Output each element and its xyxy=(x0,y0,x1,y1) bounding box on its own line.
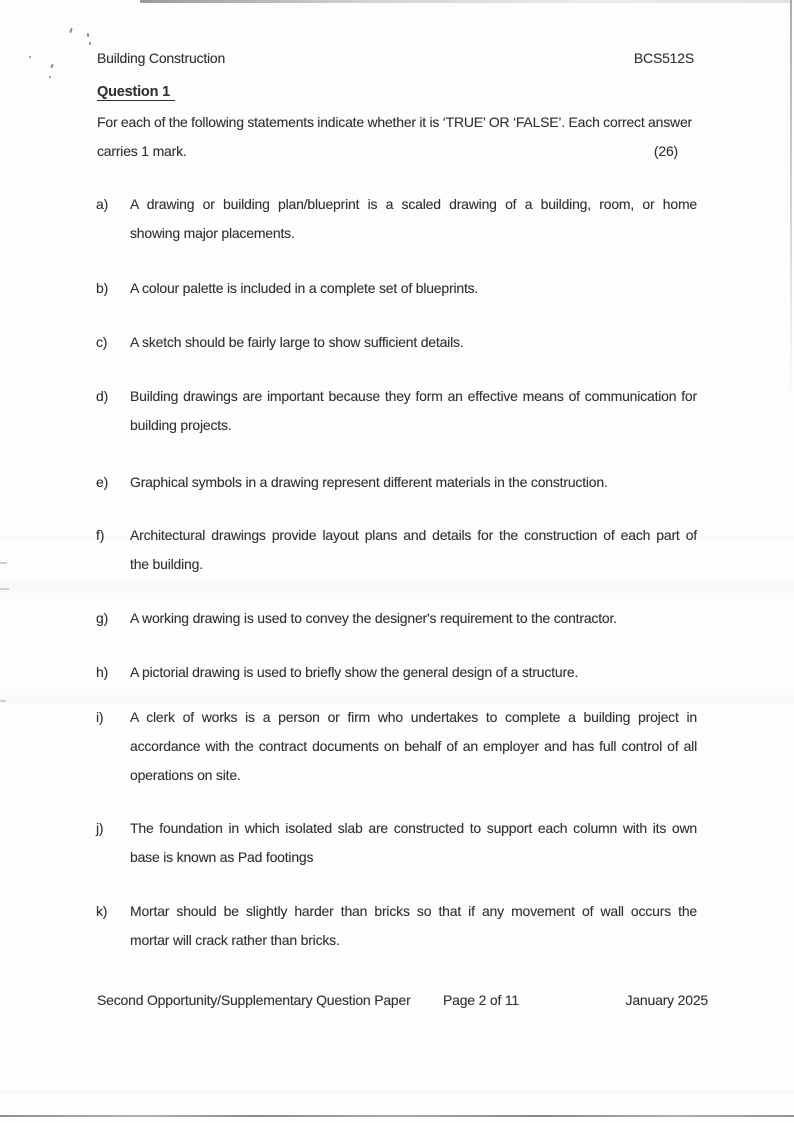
scan-edge-top xyxy=(140,0,790,3)
course-code: BCS512S xyxy=(633,50,694,66)
scan-speck xyxy=(29,56,31,58)
item-line: A sketch should be fairly large to show sufficient details. xyxy=(130,334,464,350)
scan-streak xyxy=(0,580,794,593)
page-footer xyxy=(97,991,708,1011)
item-line: accordance with the contract documents on behalf of an employer and has full control of all xyxy=(130,738,697,754)
item-line: A working drawing is used to convey the designer's requirement to the contractor. xyxy=(130,610,617,626)
item-line: showing major placements. xyxy=(130,225,295,241)
item-label: j) xyxy=(96,820,104,836)
question-title xyxy=(97,84,175,101)
page-header xyxy=(97,49,694,67)
item-line: Architectural drawings provide layout plans and details for the construction of each part of xyxy=(130,527,697,543)
item-line: A pictorial drawing is used to briefly show the general design of a structure. xyxy=(130,664,579,680)
scan-streak xyxy=(0,695,794,703)
item-line: base is known as Pad footings xyxy=(130,849,314,865)
question-item xyxy=(96,703,697,790)
question-item xyxy=(96,328,697,357)
item-label: f) xyxy=(96,527,105,543)
question-item xyxy=(96,468,697,497)
scan-speck xyxy=(69,28,72,33)
question-item xyxy=(96,658,697,687)
question-item xyxy=(96,897,697,955)
item-line: Mortar should be slightly harder than bricks so that if any movement of wall occurs the xyxy=(130,903,697,919)
item-label: b) xyxy=(96,280,109,296)
question-item xyxy=(96,190,697,248)
item-label: k) xyxy=(96,903,108,919)
footer-paper-name: Second Opportunity/Supplementary Question Paper xyxy=(97,992,411,1008)
item-line: Building drawings are important because they form an effective means of communication for xyxy=(130,388,697,404)
scan-speck xyxy=(49,76,51,78)
item-line: operations on site. xyxy=(130,767,241,783)
question-item xyxy=(96,814,697,872)
question-item xyxy=(96,382,697,440)
item-label: c) xyxy=(96,334,108,350)
item-label: i) xyxy=(96,709,104,725)
scan-speck xyxy=(87,33,90,37)
scan-speck xyxy=(50,64,54,68)
item-line: A clerk of works is a person or firm who undertakes to complete a building project in xyxy=(130,709,697,725)
course-title: Building Construction xyxy=(97,50,226,66)
item-line: A drawing or building plan/blueprint is a scaled drawing of a building, room, or home xyxy=(130,196,697,212)
item-label: a) xyxy=(96,196,109,212)
question-item xyxy=(96,274,697,303)
question-intro xyxy=(97,108,692,166)
intro-line: For each of the following statements indicate whether it is ‘TRUE’ OR ‘FALSE’. Each correct answer xyxy=(97,114,692,130)
item-label: d) xyxy=(96,388,109,404)
question-item xyxy=(96,604,697,633)
scan-speck xyxy=(89,42,91,45)
question-title-text: Question 1 xyxy=(97,84,175,101)
item-line: A colour palette is included in a complete set of blueprints. xyxy=(130,280,479,296)
scan-streak xyxy=(0,1090,794,1094)
item-label: e) xyxy=(96,474,109,490)
scan-tick xyxy=(0,562,7,564)
item-line: building projects. xyxy=(130,417,232,433)
marks-allocation: (26) xyxy=(653,143,678,159)
footer-page-number: Page 2 of 11 xyxy=(443,992,519,1008)
item-line: Graphical symbols in a drawing represent different materials in the construction. xyxy=(130,474,608,490)
item-label: g) xyxy=(96,610,109,626)
question-item xyxy=(96,521,697,579)
intro-line: carries 1 mark. xyxy=(97,143,187,159)
item-line: The foundation in which isolated slab are constructed to support each column with its own xyxy=(130,820,697,836)
scan-edge-right xyxy=(790,0,792,400)
item-label: h) xyxy=(96,664,109,680)
footer-date: January 2025 xyxy=(625,992,708,1008)
item-line: mortar will crack rather than bricks. xyxy=(130,932,340,948)
scan-tick xyxy=(0,588,9,590)
scan-tick xyxy=(0,700,6,702)
scan-edge-bottom xyxy=(0,1115,794,1117)
item-line: the building. xyxy=(130,556,203,572)
